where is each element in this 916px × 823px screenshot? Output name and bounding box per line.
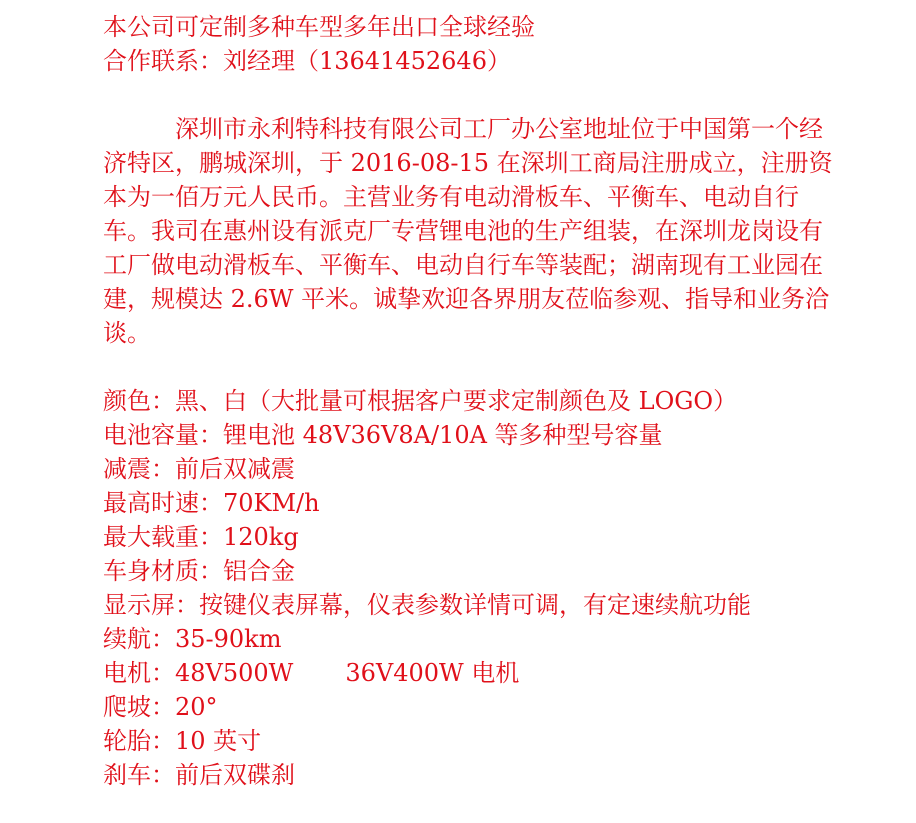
- spec-tire: 轮胎：10 英寸: [103, 727, 262, 755]
- spec-range: 续航：35-90km: [103, 625, 282, 653]
- contact-line: 合作联系：刘经理（13641452646）: [103, 47, 511, 75]
- spacer: [103, 78, 833, 112]
- spec-brake: 刹车：前后双碟刹: [103, 761, 295, 789]
- company-intro-paragraph: 深圳市永利特科技有限公司工厂办公室地址位于中国第一个经济特区，鹏城深圳，于 2016-08-15 在深圳工商局注册成立，注册资本为一佰万元人民币。主营业务有电动滑板车、平衡车、电动自行车。我司在惠州设有派克厂专营锂电池的生产组装，在深圳龙岗设有工厂做电动滑板车、平衡车、电动自行车等装配；湖南现有工业园在建，规模达 2.6W 平米。诚挚欢迎各界朋友莅临参观、指导和业务洽谈。: [103, 115, 833, 347]
- spec-top-speed: 最高时速：70KM/h: [103, 489, 320, 517]
- spec-motor: [103, 656, 833, 690]
- spacer: [103, 350, 833, 384]
- spec-climb: 爬坡：20°: [103, 693, 218, 721]
- company-customization-line: 本公司可定制多种车型多年出口全球经验: [103, 13, 535, 41]
- spec-color: 颜色：黑、白（大批量可根据客户要求定制颜色及 LOGO）: [103, 387, 738, 415]
- spec-display: 显示屏：按键仪表屏幕，仪表参数详情可调，有定速续航功能: [103, 591, 751, 619]
- spec-motor-a: 电机：48V500W: [103, 659, 294, 687]
- spec-battery: 电池容量：锂电池 48V36V8A/10A 等多种型号容量: [103, 421, 663, 449]
- spec-motor-b: 36V400W 电机: [345, 659, 520, 687]
- spec-max-load: 最大载重：120kg: [103, 523, 299, 551]
- spec-suspension: 减震：前后双减震: [103, 455, 295, 483]
- spec-material: 车身材质：铝合金: [103, 557, 295, 585]
- document-body: [103, 10, 833, 792]
